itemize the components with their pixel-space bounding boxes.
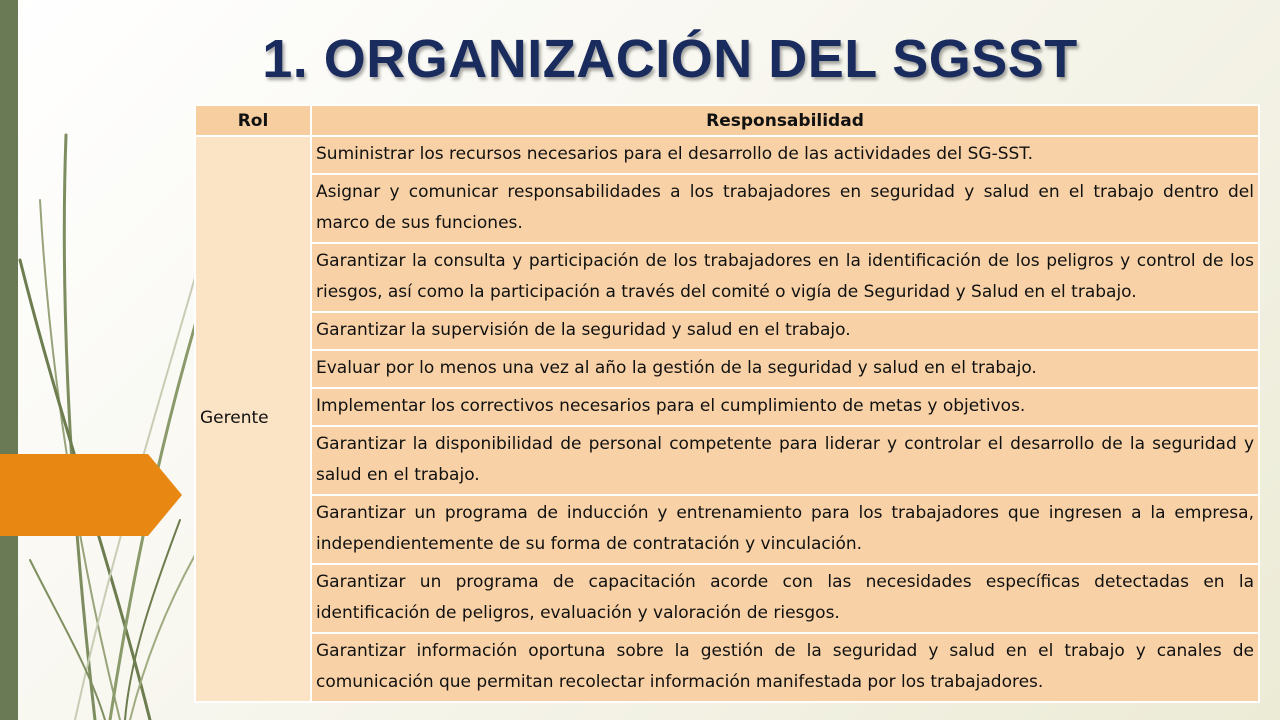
responsibility-cell: Asignar y comunicar responsabilidades a los trabajadores en seguridad y salud en el trabajo dentro del marco de sus funciones. [311, 174, 1259, 243]
table-row [195, 388, 1259, 426]
orange-arrow-shape [0, 454, 182, 536]
responsibility-cell: Garantizar la consulta y participación de los trabajadores en la identificación de los peligros y control de los riesgos, así como la participación a través del comité o vigía de Seguridad y Salud en el trabajo. [311, 243, 1259, 312]
table-row [195, 243, 1259, 312]
table-row [195, 174, 1259, 243]
responsibility-cell: Garantizar la supervisión de la seguridad y salud en el trabajo. [311, 312, 1259, 350]
responsibility-cell: Implementar los correctivos necesarios para el cumplimiento de metas y objetivos. [311, 388, 1259, 426]
responsibility-cell: Garantizar la disponibilidad de personal competente para liderar y controlar el desarrollo de la seguridad y salud en el trabajo. [311, 426, 1259, 495]
table-row [195, 350, 1259, 388]
responsibility-table [194, 104, 1260, 703]
table-row [195, 633, 1259, 702]
responsibility-cell: Garantizar un programa de inducción y entrenamiento para los trabajadores que ingresen a la empresa, independientemente de su forma de contratación y vinculación. [311, 495, 1259, 564]
responsibility-cell: Garantizar información oportuna sobre la gestión de la seguridad y salud en el trabajo y canales de comunicación que permitan recolectar información manifestada por los trabajadores. [311, 633, 1259, 702]
table-row [195, 495, 1259, 564]
responsibility-cell: Garantizar un programa de capacitación acorde con las necesidades específicas detectadas en la identificación de peligros, evaluación y valoración de riesgos. [311, 564, 1259, 633]
page-title: 1. ORGANIZACIÓN DEL SGSST [262, 29, 1078, 89]
header-role: Rol [195, 105, 311, 136]
table-row [195, 564, 1259, 633]
header-responsibility: Responsabilidad [311, 105, 1259, 136]
table-row [195, 136, 1259, 174]
responsibility-cell: Evaluar por lo menos una vez al año la gestión de la seguridad y salud en el trabajo. [311, 350, 1259, 388]
table-row [195, 312, 1259, 350]
table-header-row [195, 105, 1259, 136]
role-cell: Gerente [195, 136, 311, 702]
responsibility-cell: Suministrar los recursos necesarios para el desarrollo de las actividades del SG-SST. [311, 136, 1259, 174]
table-row [195, 426, 1259, 495]
